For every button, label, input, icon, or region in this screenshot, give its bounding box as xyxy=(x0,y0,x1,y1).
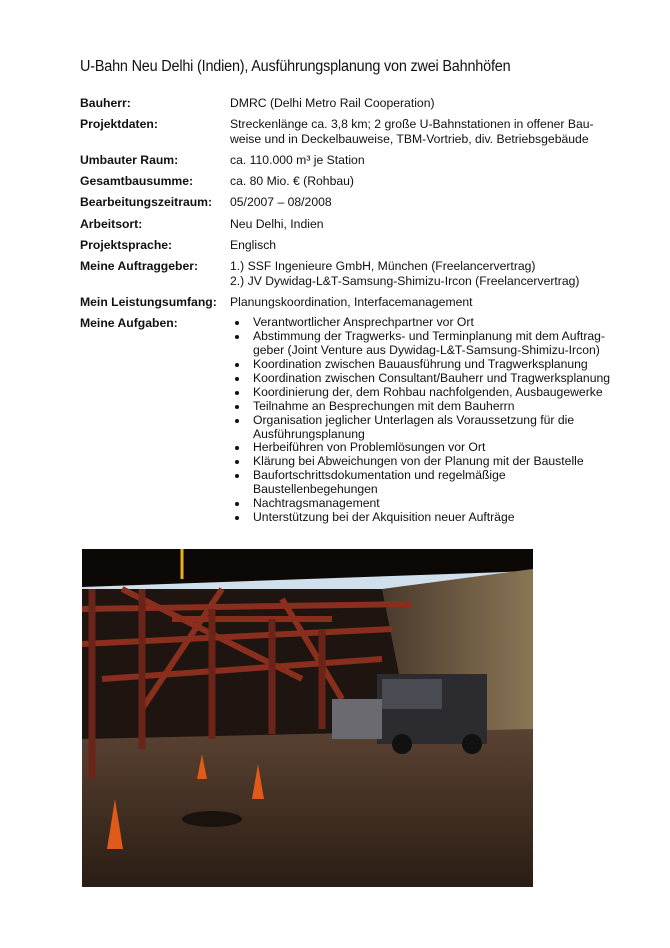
task-item-line: Koordinierung der, dem Rohbau nachfolgenden, Ausbaugewerke xyxy=(253,384,603,399)
row-arbeitsort xyxy=(80,217,640,231)
value-aufgaben xyxy=(230,316,640,525)
task-item-line: Koordination zwischen Consultant/Bauherr und Tragwerksplanung xyxy=(253,370,611,385)
label-auftraggeber: Meine Auftraggeber: xyxy=(80,259,199,274)
label-projektsprache: Projektsprache: xyxy=(80,238,173,253)
task-item xyxy=(230,414,640,442)
task-item xyxy=(230,386,640,400)
project-details xyxy=(80,96,640,532)
task-item xyxy=(230,455,640,469)
row-umbauter-raum xyxy=(80,153,640,167)
task-item-line: geber (Joint Venture aus Dywidag-L&T-Samsung-Shimizu-Ircon) xyxy=(253,343,600,358)
task-item-line: Klärung bei Abweichungen von der Planung mit der Baustelle xyxy=(253,454,584,469)
label-projektdaten: Projektdaten: xyxy=(80,117,158,132)
label-bauherr: Bauherr: xyxy=(80,96,131,110)
task-item-line: Baustellenbegehungen xyxy=(253,482,378,497)
task-item xyxy=(230,400,640,414)
value-bearbeitungszeitraum: 05/2007 – 08/2008 xyxy=(230,195,332,210)
row-bearbeitungszeitraum xyxy=(80,195,640,209)
label-bearbeitungszeitraum: Bearbeitungszeitraum: xyxy=(80,195,213,210)
task-item xyxy=(230,330,640,358)
value-leistungsumfang: Planungskoordination, Interfacemanagement xyxy=(230,294,473,309)
label-umbauter-raum: Umbauter Raum: xyxy=(80,152,179,167)
task-item-line: Herbeiführen von Problemlösungen vor Ort xyxy=(253,440,486,455)
task-item xyxy=(230,358,640,372)
page-title: U-Bahn Neu Delhi (Indien), Ausführungsplanung von zwei Bahnhöfen xyxy=(80,58,511,75)
task-item xyxy=(230,497,640,511)
task-item-line: Baufortschrittsdokumentation und regelmäßige xyxy=(253,468,506,483)
value-bauherr: DMRC (Delhi Metro Rail Cooperation) xyxy=(230,96,435,110)
task-item-line: Verantwortlicher Ansprechpartner vor Ort xyxy=(253,315,474,330)
construction-site-illustration xyxy=(82,549,533,887)
row-leistungsumfang xyxy=(80,295,640,309)
excavation-floor xyxy=(82,729,533,887)
task-item-line: Abstimmung der Tragwerks- und Terminplanung mit dem Auftrag- xyxy=(253,329,606,344)
value-umbauter-raum: ca. 110.000 m³ je Station xyxy=(230,152,365,167)
label-aufgaben: Meine Aufgaben: xyxy=(80,316,178,331)
task-item-line: Ausführungsplanung xyxy=(253,426,365,441)
value-projektdaten xyxy=(230,117,640,146)
task-item-line: Organisation jeglicher Unterlagen als Voraussetzung für die xyxy=(253,412,575,427)
task-item xyxy=(230,441,640,455)
row-auftraggeber xyxy=(80,259,640,288)
ground-opening xyxy=(182,811,242,827)
task-item xyxy=(230,372,640,386)
task-item xyxy=(230,469,640,497)
task-item-line: Teilnahme an Besprechungen mit dem Bauherrn xyxy=(253,398,515,413)
value-auftraggeber xyxy=(230,259,640,288)
auftraggeber-line: 1.) SSF Ingenieure GmbH, München (Freelancervertrag) xyxy=(230,259,536,274)
row-bauherr xyxy=(80,96,640,110)
task-item-line: Unterstützung bei der Akquisition neuer Aufträge xyxy=(253,509,515,524)
label-arbeitsort: Arbeitsort: xyxy=(80,216,143,231)
task-item xyxy=(230,316,640,330)
label-gesamtbausumme: Gesamtbausumme: xyxy=(80,174,194,189)
row-aufgaben xyxy=(80,316,640,525)
value-gesamtbausumme: ca. 80 Mio. € (Rohbau) xyxy=(230,174,354,189)
task-item-line: Nachtragsmanagement xyxy=(253,496,380,511)
projektdaten-line: weise und in Deckelbauweise, TBM-Vortrieb, div. Betriebsgebäude xyxy=(230,131,589,146)
row-projektsprache xyxy=(80,238,640,252)
auftraggeber-line: 2.) JV Dywidag-L&T-Samsung-Shimizu-Ircon (Freelancervertrag) xyxy=(230,273,580,288)
construction-site-photo xyxy=(82,549,533,887)
label-leistungsumfang: Mein Leistungsumfang: xyxy=(80,294,217,309)
task-item xyxy=(230,511,640,525)
value-projektsprache: Englisch xyxy=(230,238,277,253)
value-arbeitsort: Neu Delhi, Indien xyxy=(230,216,324,231)
task-item-line: Koordination zwischen Bauausführung und Tragwerksplanung xyxy=(253,356,588,371)
task-list xyxy=(230,316,640,525)
row-gesamtbausumme xyxy=(80,174,640,188)
projektdaten-line: Streckenlänge ca. 3,8 km; 2 große U-Bahnstationen in offener Bau- xyxy=(230,117,594,132)
row-projektdaten xyxy=(80,117,640,146)
